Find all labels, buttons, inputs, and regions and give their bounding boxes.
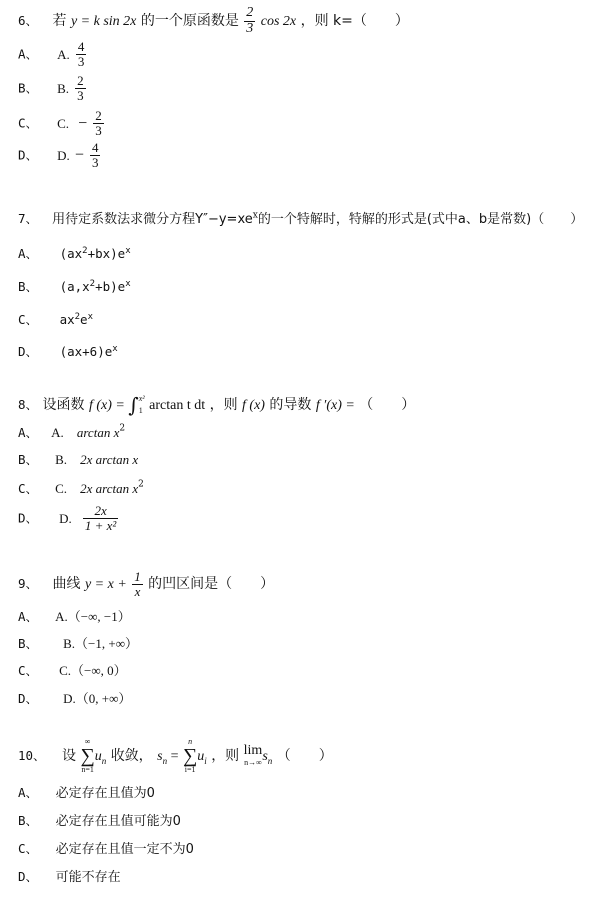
question-6-option-c[interactable]: C、 C. − $\frac{2}{3}$ xyxy=(18,108,102,138)
question-6-stem xyxy=(18,6,409,36)
question-6-option-d[interactable]: D、 D. − $\frac{4}{3}$ xyxy=(18,140,99,170)
limit-operator: lim n→∞ xyxy=(243,743,263,768)
question-8-option-a[interactable]: A、 A. $\arctan x^2$ xyxy=(18,423,126,440)
question-7-number: 7、 xyxy=(18,211,39,226)
summation-2: n ∑ i=1 xyxy=(182,737,198,774)
question-6-mid: 的一个原函数是 xyxy=(140,13,239,30)
question-6-option-d-fraction: $\frac{4}{3}$ xyxy=(91,140,99,170)
question-9-option-b[interactable]: B、 B.（−1, +∞） xyxy=(18,636,138,651)
question-10-stem: 10、 设 ∞ ∑ n=1 $u_n$ 收敛， $s_n$ = n ∑ i=1 $u_i$ ，则 lim n→∞ $s_n$ （ ） xyxy=(18,737,333,774)
question-7-option-d[interactable]: D、 $(ax+6)e^x$ xyxy=(18,343,118,359)
question-10-option-a[interactable]: A、 必定存在且值为0 xyxy=(18,785,155,801)
question-10-option-d[interactable]: D、 可能不存在 xyxy=(18,869,121,885)
question-6-prefix: 若 xyxy=(52,13,67,30)
question-10-option-b[interactable]: B、 必定存在且值可能为0 xyxy=(18,813,181,829)
question-10-option-c[interactable]: C、 必定存在且值一定不为0 xyxy=(18,841,194,857)
question-6-option-b[interactable]: B、 B. $\frac{2}{3}$ xyxy=(18,73,84,103)
question-9-option-c[interactable]: C、 C.（−∞, 0） xyxy=(18,663,127,678)
question-8-option-d-fraction: $\frac{2x}{\text{1 + x²}}$ xyxy=(84,503,117,533)
question-7-text-b: 的一个特解时，特解的形式是(式中a、b是常数)（ ） xyxy=(257,212,584,227)
question-9-stem: 9、 曲线 y = x + $\frac{1}{x}$ 的凹区间是（ ） xyxy=(18,569,275,599)
question-7-option-c[interactable]: C、 $ax^2e^x$ xyxy=(18,311,93,327)
question-6-suffix: ，则 k=（ ） xyxy=(300,13,409,30)
question-6-fraction: $\frac{2}{3}$ xyxy=(246,5,254,36)
question-9-fraction: $\frac{1}{x}$ xyxy=(134,569,141,599)
question-7-text-a: 用待定系数法求微分方程Y″−y=xe xyxy=(52,212,253,227)
question-6-option-c-fraction: $\frac{2}{3}$ xyxy=(95,108,102,138)
question-6-tail: cos 2x xyxy=(260,14,297,30)
question-8-prefix: 设函数 xyxy=(42,397,85,413)
question-6-option-b-fraction: $\frac{2}{3}$ xyxy=(77,73,84,103)
question-6-option-a[interactable]: A、 A. $\frac{4}{3}$ xyxy=(18,39,85,69)
question-6-number: 6、 xyxy=(18,13,39,29)
question-9-option-d[interactable]: D、 D.（0, +∞） xyxy=(18,691,132,706)
question-8-stem: 8、 设函数 f (x) = ∫ x² 1 arctan t dt ，则 f (x) 的导数 f ′(x) = （ ） xyxy=(18,393,416,417)
question-7-option-a[interactable]: A、 $(ax^2+bx)e^x$ xyxy=(18,245,131,261)
question-9-number: 9、 xyxy=(18,576,39,592)
question-8-option-c[interactable]: C、 C. 2x $\arctan x^2$ xyxy=(18,479,144,496)
question-7-stem: 7、 用待定系数法求微分方程$Y''-y=xe^x$的一个特解时，特解的形式是(式中a、b是常数)（ ） xyxy=(18,210,584,227)
integral-limits: x² 1 xyxy=(138,394,145,415)
question-8-option-d[interactable]: D、 D. $\frac{2x}{\text{1 + x²}}$ xyxy=(18,503,117,533)
integral-sign-icon: ∫ xyxy=(128,393,139,417)
question-6-option-a-fraction: $\frac{4}{3}$ xyxy=(77,39,85,69)
question-10-number: 10、 xyxy=(18,748,46,763)
question-8-option-b[interactable]: B、 B. 2x arctan x xyxy=(18,452,139,467)
question-7-option-b[interactable]: B、 $(a,x^2+b)e^x$ xyxy=(18,278,131,294)
question-8-number: 8、 xyxy=(18,397,39,412)
question-6-lhs: y = k sin 2x xyxy=(70,14,137,30)
question-8-integrand: arctan t dt xyxy=(149,398,206,413)
question-9-option-a[interactable]: A、 A.（−∞, −1） xyxy=(18,609,131,624)
summation-1: ∞ ∑ n=1 xyxy=(80,737,95,774)
